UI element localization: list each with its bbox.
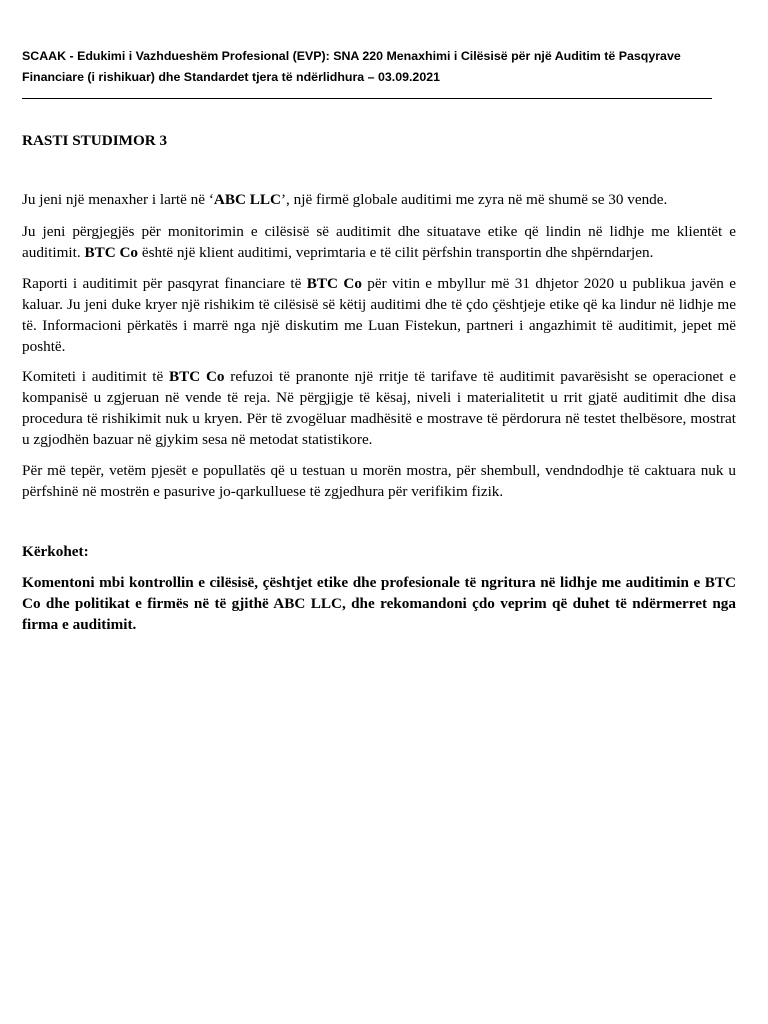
paragraph-text: Komiteti i auditimit të — [22, 368, 169, 385]
requirement-label: Kërkohet: — [22, 543, 89, 560]
paragraph-text: Ju jeni përgjegjës për monitorimin e cilësisë së auditimit dhe situatave etike që lindin në lidhje me klientët e auditimit. — [22, 223, 736, 261]
document-header: SCAAK - Edukimi i Vazhdueshëm Profesional (EVP): SNA 220 Menaxhimi i Cilësisë për një Auditim të Pasqyrave Financiare (i rishikuar) dhe Standardet tjera të ndërlidhura – 03.09.2021 — [22, 49, 681, 84]
paragraph-audit-report — [22, 273, 736, 357]
paragraph-text: Ju jeni një menaxher i lartë në ‘ — [22, 191, 214, 208]
client-name: BTC Co — [168, 368, 225, 385]
paragraph-text: ’, një firmë globale auditimi me zyra në më shumë se 30 vende. — [280, 191, 668, 208]
paragraph-text: Për më tepër, vetëm pjesët e popullatës që u testuan u morën mostra, për shembull, vendndodhje të caktuara nuk u përfshinë në mostrën e pasurive jo-qarkulluese të zgjedhura për verifikim fizik. — [22, 462, 736, 500]
paragraph-text: për vitin e mbyllur më 31 dhjetor 2020 u publikua javën e kaluar. Ju jeni duke kryer një rishikim të cilësisë së këtij auditimi dhe të çdo çështjeje etike që ka lindur në lidhje me të. Informacioni përkatës i marrë nga një diskutim me Luan Fistekun, partneri i angazhimit të auditimit, jepet më poshtë. — [22, 275, 736, 355]
paragraph-intro — [22, 189, 736, 210]
requirement-text: Komentoni mbi kontrollin e cilësisë, çështjet etike dhe profesionale të ngritura në lidhje me auditimin e BTC Co dhe politikat e firmës në të gjithë ABC LLC, dhe rekomandoni çdo veprim që duhet të ndërmerret nga firma e auditimit. — [22, 574, 736, 633]
paragraph-audit-committee — [22, 366, 736, 450]
client-name: BTC Co — [84, 244, 139, 261]
header-divider — [22, 98, 712, 99]
paragraph-responsibility — [22, 221, 736, 263]
paragraph-text: është një klient auditimi, veprimtaria e të cilit përfshin transportin dhe shpërndarjen. — [138, 244, 654, 261]
paragraph-text: refuzoi të pranonte një rritje të tarifave të auditimit pavarësisht se operacionet e kompanisë u zgjeruan në vende të reja. Në përgjigje të kësaj, niveli i materialitetit u rrit gjatë auditimit dhe disa procedura të rishikimit nuk u kryen. Për të zvogëluar madhësitë e mostrave të përdorura në testet thelbësore, mostrat u zgjodhën bazuar në gjykim sesa në metodat statistikore. — [22, 368, 736, 448]
paragraph-text: Raporti i auditimit për pasqyrat financiare të — [22, 275, 307, 292]
company-name: ABC LLC — [213, 191, 281, 208]
paragraph-sampling — [22, 460, 736, 502]
client-name: BTC Co — [306, 275, 362, 292]
case-study-title: RASTI STUDIMOR 3 — [22, 132, 168, 149]
